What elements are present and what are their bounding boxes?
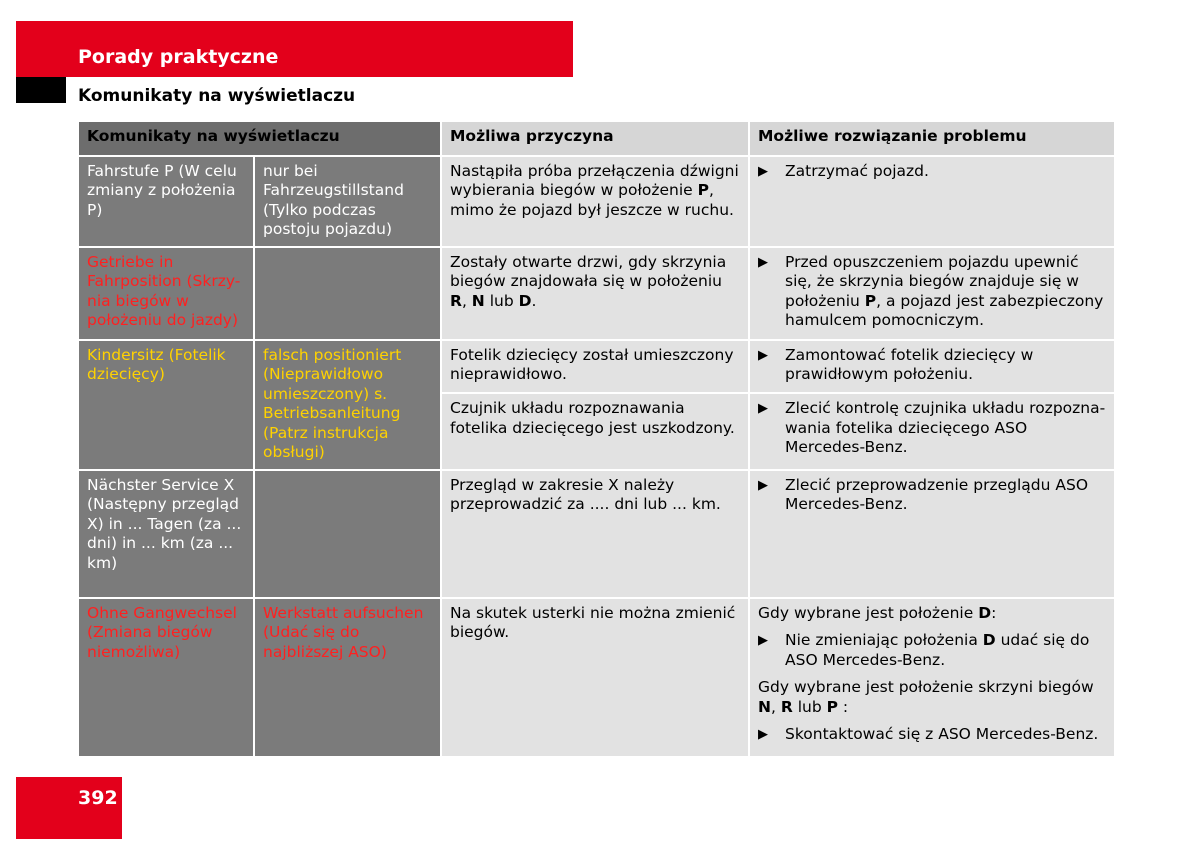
message-text: Nächster Service X (Następny przegląd X) in ... Tagen (za ... dni) in ... km (za ... km) [78, 470, 254, 598]
cause-cell: Czujnik układu rozpoznawania fotelika dziecięcego jest uszkodzony. [441, 393, 749, 469]
table-row [78, 598, 1115, 757]
message-detail: Werkstatt aufsuchen (Udać się do najbliższej ASO) [254, 598, 441, 757]
solution-cell: ▶ Przed opuszczeniem pojazdu upewnić się, że skrzynia biegów znajduje się w położeniu P, a pojazd jest zabezpieczony hamulcem pomocniczym. [749, 247, 1115, 340]
section-title: Komunikaty na wyświetlaczu [78, 86, 356, 106]
solution-cell: ▶ Zatrzymać pojazd. [749, 156, 1115, 247]
display-messages-table [77, 120, 1116, 758]
solution-cell: ▶ Zlecić kontrolę czujnika układu rozpozna-wania fotelika dziecięcego ASO Mercedes-Benz. [749, 393, 1115, 469]
message-detail: nur bei Fahrzeugstillstand (Tylko podczas postoju pojazdu) [254, 156, 441, 247]
message-text: Kindersitz (Fotelik dziecięcy) [78, 340, 254, 470]
cause-cell: Fotelik dziecięcy został umieszczony nieprawidłowo. [441, 340, 749, 394]
triangle-right-icon: ▶ [758, 727, 768, 742]
table-row [78, 156, 1115, 247]
message-detail: falsch positioniert (Nieprawidłowo umieszczony) s. Betriebsanleitung (Patrz instrukcja obsługi) [254, 340, 441, 470]
cause-cell: Na skutek usterki nie można zmienić biegów. [441, 598, 749, 757]
column-header-cause: Możliwa przyczyna [441, 121, 749, 156]
triangle-right-icon: ▶ [758, 254, 768, 270]
solution-cell: ▶ Zlecić przeprowadzenie przeglądu ASO Mercedes-Benz. [749, 470, 1115, 598]
page-header-title: Porady praktyczne [78, 46, 279, 68]
cause-cell: Przegląd w zakresie X należy przeprowadzić za .... dni lub ... km. [441, 470, 749, 598]
table-row [78, 340, 1115, 394]
solution-cell: Gdy wybrane jest położenie D: ▶ Nie zmieniając położenia D udać się do ASO Mercedes-Benz. Gdy wybrane jest położenie skrzyni biegów N, R lub P : ▶ Skontaktować się z ASO Mercedes-Benz. [749, 598, 1115, 757]
message-text: Fahrstufe P (W celu zmiany z położenia P) [78, 156, 254, 247]
table-row [78, 247, 1115, 340]
message-detail [254, 247, 441, 340]
column-header-solution: Możliwe rozwiązanie problemu [749, 121, 1115, 156]
message-text: Ohne Gangwechsel (Zmiana biegów niemożliwa) [78, 598, 254, 757]
solution-paragraph: Gdy wybrane jest położenie D: [758, 603, 997, 622]
page-number: 392 [78, 787, 118, 809]
triangle-right-icon: ▶ [758, 163, 768, 179]
solution-paragraph: Gdy wybrane jest położenie skrzyni biegów N, R lub P : [758, 678, 1094, 716]
triangle-right-icon: ▶ [758, 477, 768, 493]
triangle-right-icon: ▶ [758, 401, 768, 417]
cause-cell: Nastąpiła próba przełączenia dźwigni wybierania biegów w położenie P, mimo że pojazd był jeszcze w ruchu. [441, 156, 749, 247]
table-header-row [78, 121, 1115, 156]
column-header-messages: Komunikaty na wyświetlaczu [78, 121, 441, 156]
triangle-right-icon: ▶ [758, 347, 768, 363]
cause-cell: Zostały otwarte drzwi, gdy skrzynia biegów znajdowała się w położeniu R, N lub D. [441, 247, 749, 340]
header-marker [16, 77, 66, 103]
triangle-right-icon: ▶ [758, 633, 768, 648]
solution-cell: ▶ Zamontować fotelik dziecięcy w prawidłowym położeniu. [749, 340, 1115, 394]
message-detail [254, 470, 441, 598]
message-text: Getriebe in Fahrposition (Skrzy-nia biegów w położeniu do jazdy) [78, 247, 254, 340]
table-row [78, 470, 1115, 598]
